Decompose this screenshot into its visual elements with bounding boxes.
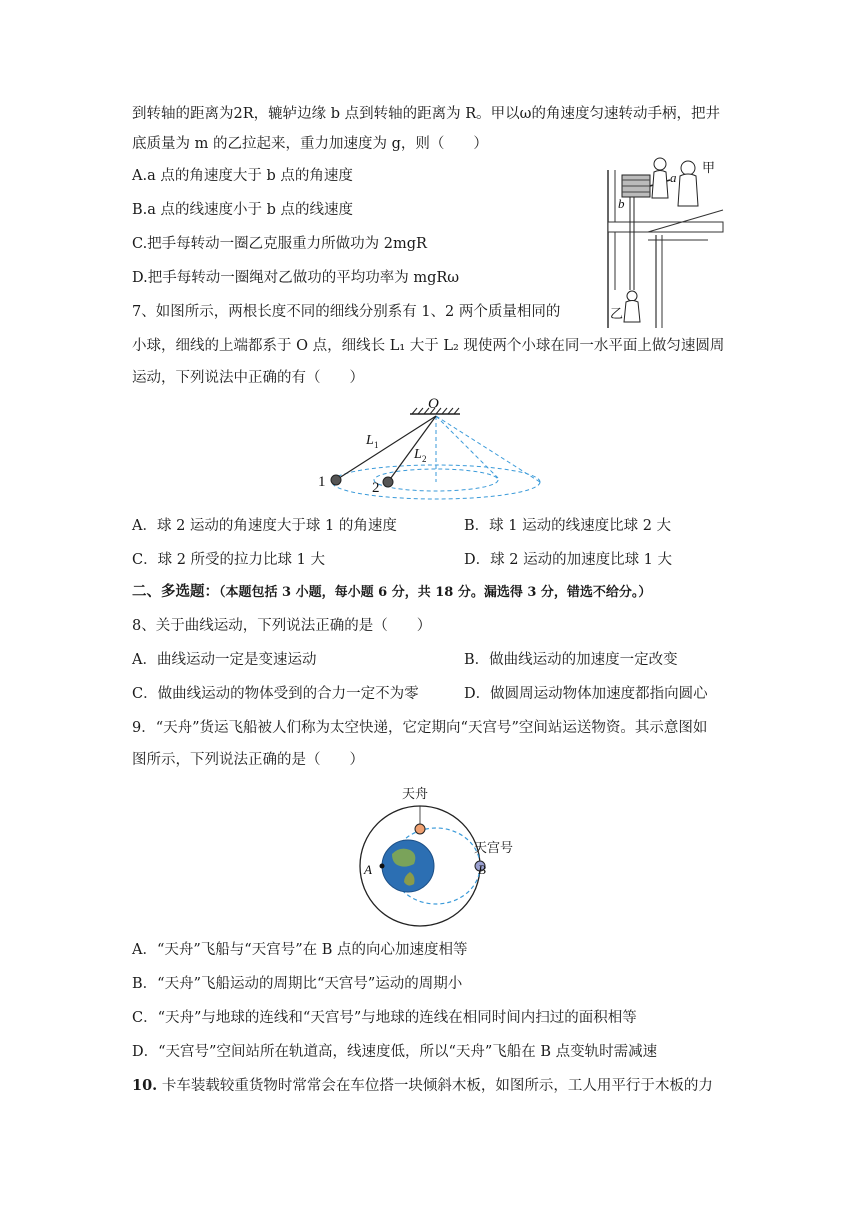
q7-option-a: A．球 2 运动的角速度大于球 1 的角速度 bbox=[132, 518, 397, 534]
ball-2-label: 2 bbox=[372, 480, 380, 496]
q7-option-b: B．球 1 运动的线速度比球 2 大 bbox=[464, 518, 672, 534]
label-L2: L bbox=[414, 447, 422, 462]
label-a: a bbox=[670, 170, 677, 185]
conical-pendulum-figure bbox=[310, 394, 560, 504]
q8-stem: 8、关于曲线运动，下列说法正确的是（ ） bbox=[132, 618, 432, 634]
label-yi: 乙 bbox=[610, 306, 624, 321]
section-title: 二、多选题： bbox=[132, 583, 219, 600]
q7-option-c: C．球 2 所受的拉力比球 1 大 bbox=[132, 552, 325, 568]
q8-option-c: C．做曲线运动的物体受到的合力一定不为零 bbox=[132, 686, 419, 702]
q8-option-d: D．做圆周运动物体加速度都指向圆心 bbox=[464, 686, 708, 702]
q7-stem-line3: 运动，下列说法中正确的有（ ） bbox=[132, 370, 364, 386]
q10-text: 卡车装载较重货物时常常会在车位搭一块倾斜木板，如图所示，工人用平行于木板的力 bbox=[157, 1078, 713, 1094]
label-A: A bbox=[364, 862, 372, 877]
label-jia: 甲 bbox=[702, 160, 716, 175]
q6-stem-line1: 到转轴的距离为2R，辘轳边缘 b 点到转轴的距离为 R。甲以ω的角速度匀速转动手柄，把井 bbox=[132, 106, 720, 122]
q6-option-a: A.a 点的角速度大于 b 点的角速度 bbox=[132, 168, 353, 184]
orbit-figure bbox=[340, 780, 540, 928]
q6-stem-line2: 底质量为 m 的乙拉起来，重力加速度为 g，则（ ） bbox=[132, 136, 488, 152]
q6-option-d: D.把手每转动一圈绳对乙做功的平均功率为 mgRω bbox=[132, 270, 460, 286]
q7-stem-line1: 7、如图所示，两根长度不同的细线分别系有 1、2 两个质量相同的 bbox=[132, 304, 561, 320]
tianzhou-icon bbox=[415, 824, 425, 834]
label-B: B bbox=[478, 862, 486, 877]
q6-option-b: B.a 点的线速度小于 b 点的线速度 bbox=[132, 202, 354, 218]
q9-stem-line1: 9．“天舟”货运飞船被人们称为太空快递，它定期向“天宫号”空间站运送物资。其示意图如 bbox=[132, 720, 708, 736]
label-tiangong: 天宫号 bbox=[474, 840, 514, 855]
q9-option-c: C．“天舟”与地球的连线和“天宫号”与地球的连线在相同时间内扫过的面积相等 bbox=[132, 1010, 637, 1026]
label-L2-sub: 2 bbox=[422, 454, 427, 464]
q9-option-a: A．“天舟”飞船与“天宫号”在 B 点的向心加速度相等 bbox=[132, 942, 468, 958]
label-L1: L bbox=[366, 433, 374, 448]
q6-option-c: C.把手每转动一圈乙克服重力所做功为 2mgR bbox=[132, 236, 427, 252]
q8-option-a: A．曲线运动一定是变速运动 bbox=[132, 652, 317, 668]
section-note: （本题包括 3 小题，每小题 6 分，共 18 分。漏选得 3 分，错选不给分。） bbox=[219, 585, 652, 600]
q10-stem bbox=[132, 1076, 713, 1096]
q7-option-d: D．球 2 运动的加速度比球 1 大 bbox=[464, 552, 673, 568]
label-O: O bbox=[428, 396, 439, 412]
q9-option-d: D．“天宫号”空间站所在轨道高，线速度低，所以“天舟”飞船在 B 点变轨时需减速 bbox=[132, 1044, 658, 1060]
q7-stem-line2: 小球，细线的上端都系于 O 点，细线长 L₁ 大于 L₂ 现使两个小球在同一水平面上做匀速圆周 bbox=[132, 338, 725, 354]
ball-1-label: 1 bbox=[318, 474, 326, 490]
q9-stem-line2: 图所示，下列说法正确的是（ ） bbox=[132, 752, 364, 768]
q8-option-b: B．做曲线运动的加速度一定改变 bbox=[464, 652, 678, 668]
q10-number: 10. bbox=[132, 1077, 158, 1094]
windlass-figure bbox=[588, 150, 728, 330]
q9-option-b: B．“天舟”飞船运动的周期比“天宫号”运动的周期小 bbox=[132, 976, 463, 992]
section-heading bbox=[132, 582, 651, 603]
label-tianzhou: 天舟 bbox=[402, 786, 429, 801]
label-L1-sub: 1 bbox=[374, 440, 379, 450]
label-b: b bbox=[618, 196, 625, 211]
